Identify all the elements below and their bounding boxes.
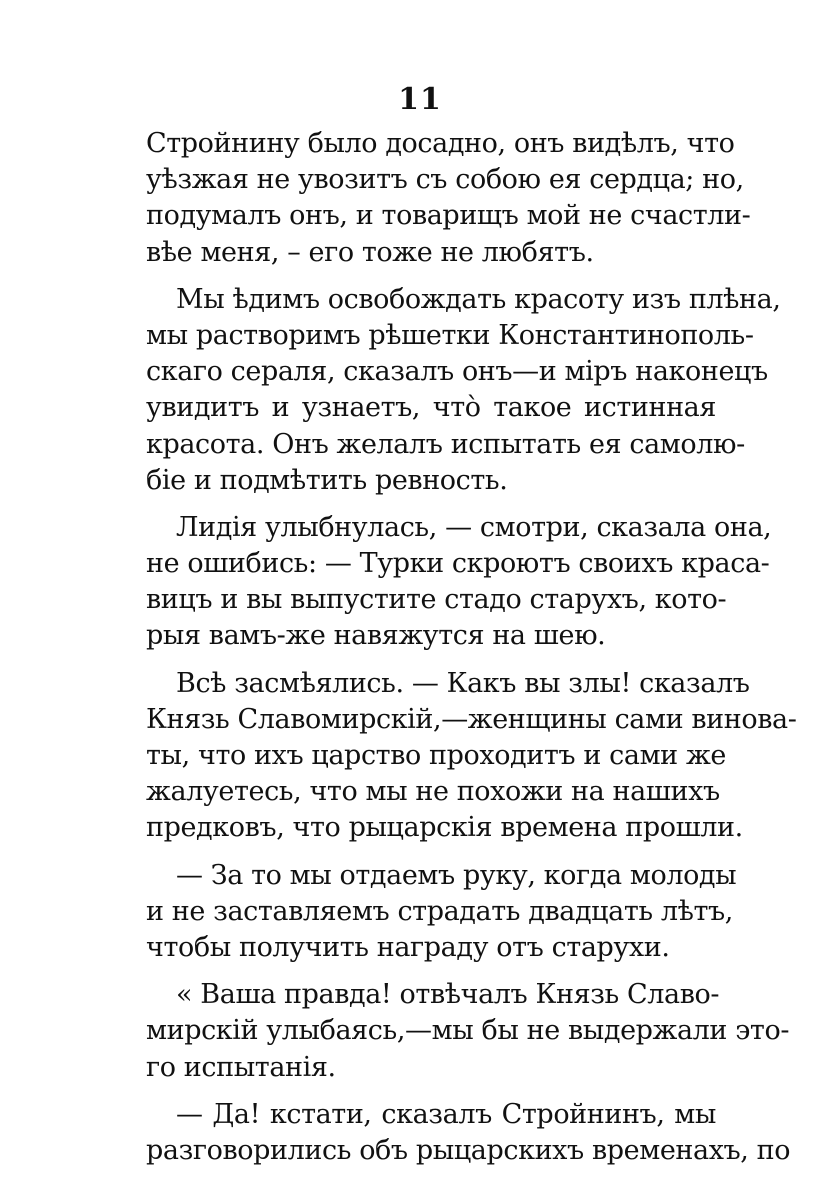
text-line: чтобы получить награду отъ старухи. xyxy=(146,931,670,963)
page-body-text xyxy=(146,126,797,1169)
text-line: біе и подмѣтить ревность. xyxy=(146,464,508,496)
text-line: уѣзжая не увозитъ съ собою ея сердца; но, xyxy=(146,164,744,196)
text-line: Всѣ засмѣялись. — Какъ вы злы! сказалъ xyxy=(176,667,750,699)
text-line: Князь Славомирскій,—женщины сами винова- xyxy=(146,703,797,735)
text-line: рыя вамъ-же навяжутся на шею. xyxy=(146,620,606,652)
text-line: не ошибись: — Турки скроютъ своихъ краса- xyxy=(146,548,770,580)
text-line: вицъ и вы выпустите стадо старухъ, кото- xyxy=(146,584,727,616)
text-line: скаго сераля, сказалъ онъ—и міръ наконецъ xyxy=(146,356,768,388)
text-line: Лидія улыбнулась, — смотри, сказала она, xyxy=(176,511,772,543)
text-line: красота. Онъ желалъ испытать ея самолю- xyxy=(146,428,745,460)
text-line: — Да! кстати, сказалъ Стройнинъ, мы xyxy=(176,1098,716,1130)
text-line: увидитъ и узнаетъ, что̀ такое истинная xyxy=(146,392,716,424)
text-line: го испытанія. xyxy=(146,1051,336,1083)
text-line: Мы ѣдимъ освобождать красоту изъ плѣна, xyxy=(176,283,781,315)
text-line: и не заставляемъ страдать двадцать лѣтъ, xyxy=(146,895,733,927)
text-line: предковъ, что рыцарскія времена прошли. xyxy=(146,812,743,844)
text-line: жалуетесь, что мы не похожи на нашихъ xyxy=(146,776,720,808)
text-line: Стройнину было досадно, онъ видѣлъ, что xyxy=(146,128,735,159)
text-line: мирскій улыбаясь,—мы бы не выдержали это- xyxy=(146,1015,790,1047)
text-line: ты, что ихъ царство проходитъ и сами же xyxy=(146,740,726,771)
text-line: подумалъ онъ, и товарищъ мой не счастли- xyxy=(146,200,751,232)
page-number: 11 xyxy=(398,82,442,117)
text-line: вѣе меня, – его тоже не любятъ. xyxy=(146,236,594,268)
text-line: разговорились объ рыцарскихъ временахъ, по xyxy=(146,1134,791,1166)
text-line: — За то мы отдаемъ руку, когда молоды xyxy=(176,859,737,891)
text-line: мы растворимъ рѣшетки Константинополь- xyxy=(146,319,754,351)
text-line: « Ваша правда! отвѣчалъ Князь Славо- xyxy=(176,979,720,1011)
